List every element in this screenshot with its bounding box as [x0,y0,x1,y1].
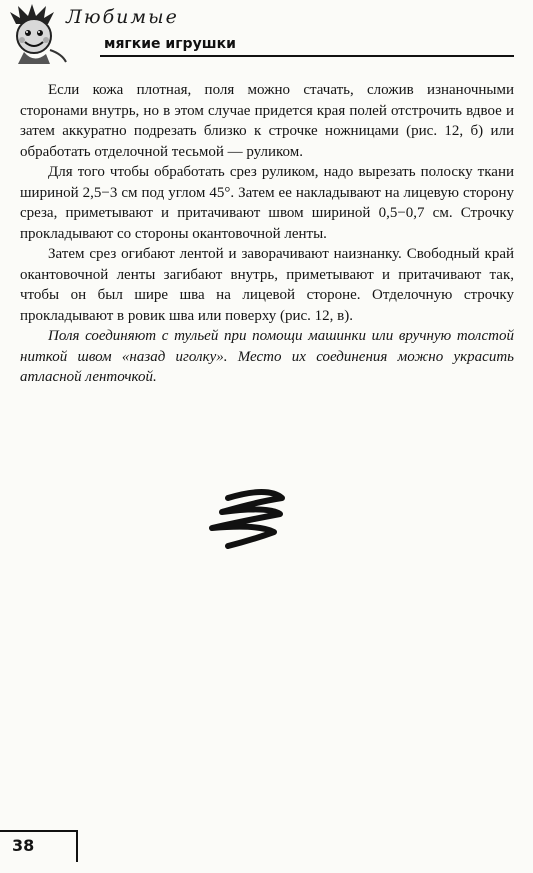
paragraph-3: Затем срез огибают лентой и заворачивают наизнанку. Свободный край окантовочной ленты загибают внутрь, приметывают и притачивают так, чтобы он был шире шва на лицевой стороне. Отделочную строчку прокладывают в ровик шва или поверху (рис. 12, в). [20,246,514,324]
folio-rule [0,830,78,832]
series-title: Любимые [66,6,179,28]
paragraph-2: Для того чтобы обработать срез руликом, надо вырезать полоску ткани шириной 2,5−3 см под углом 45°. Затем ее накладывают на лицевую сторону среза, приметывают и притачивают швом шириной 0,5−0,7 см. Строчку прокладывают со стороны окантовочной ленты. [20,164,514,242]
body-text [20,80,514,388]
page-number: 38 [12,836,35,855]
section-end-ornament [198,488,296,552]
folio-rule-vertical [76,830,78,862]
paragraph-1: Если кожа плотная, поля можно стачать, сложив изнаночными сторонами внутрь, но в этом случае придется края полей отстрочить вдвое и затем аккуратно подрезать близко к строчке ножницами (рис. 12, б) или обработать отделочной тесьмой — руликом. [20,82,514,160]
header-rule [100,55,514,57]
book-title: мягкие игрушки [104,36,236,52]
running-header [0,0,533,70]
paragraph-4: Поля соединяют с тульей при помощи машинки или вручную толстой ниткой швом «назад иголку». Место их соединения можно украсить атласной ленточкой. [20,328,514,385]
